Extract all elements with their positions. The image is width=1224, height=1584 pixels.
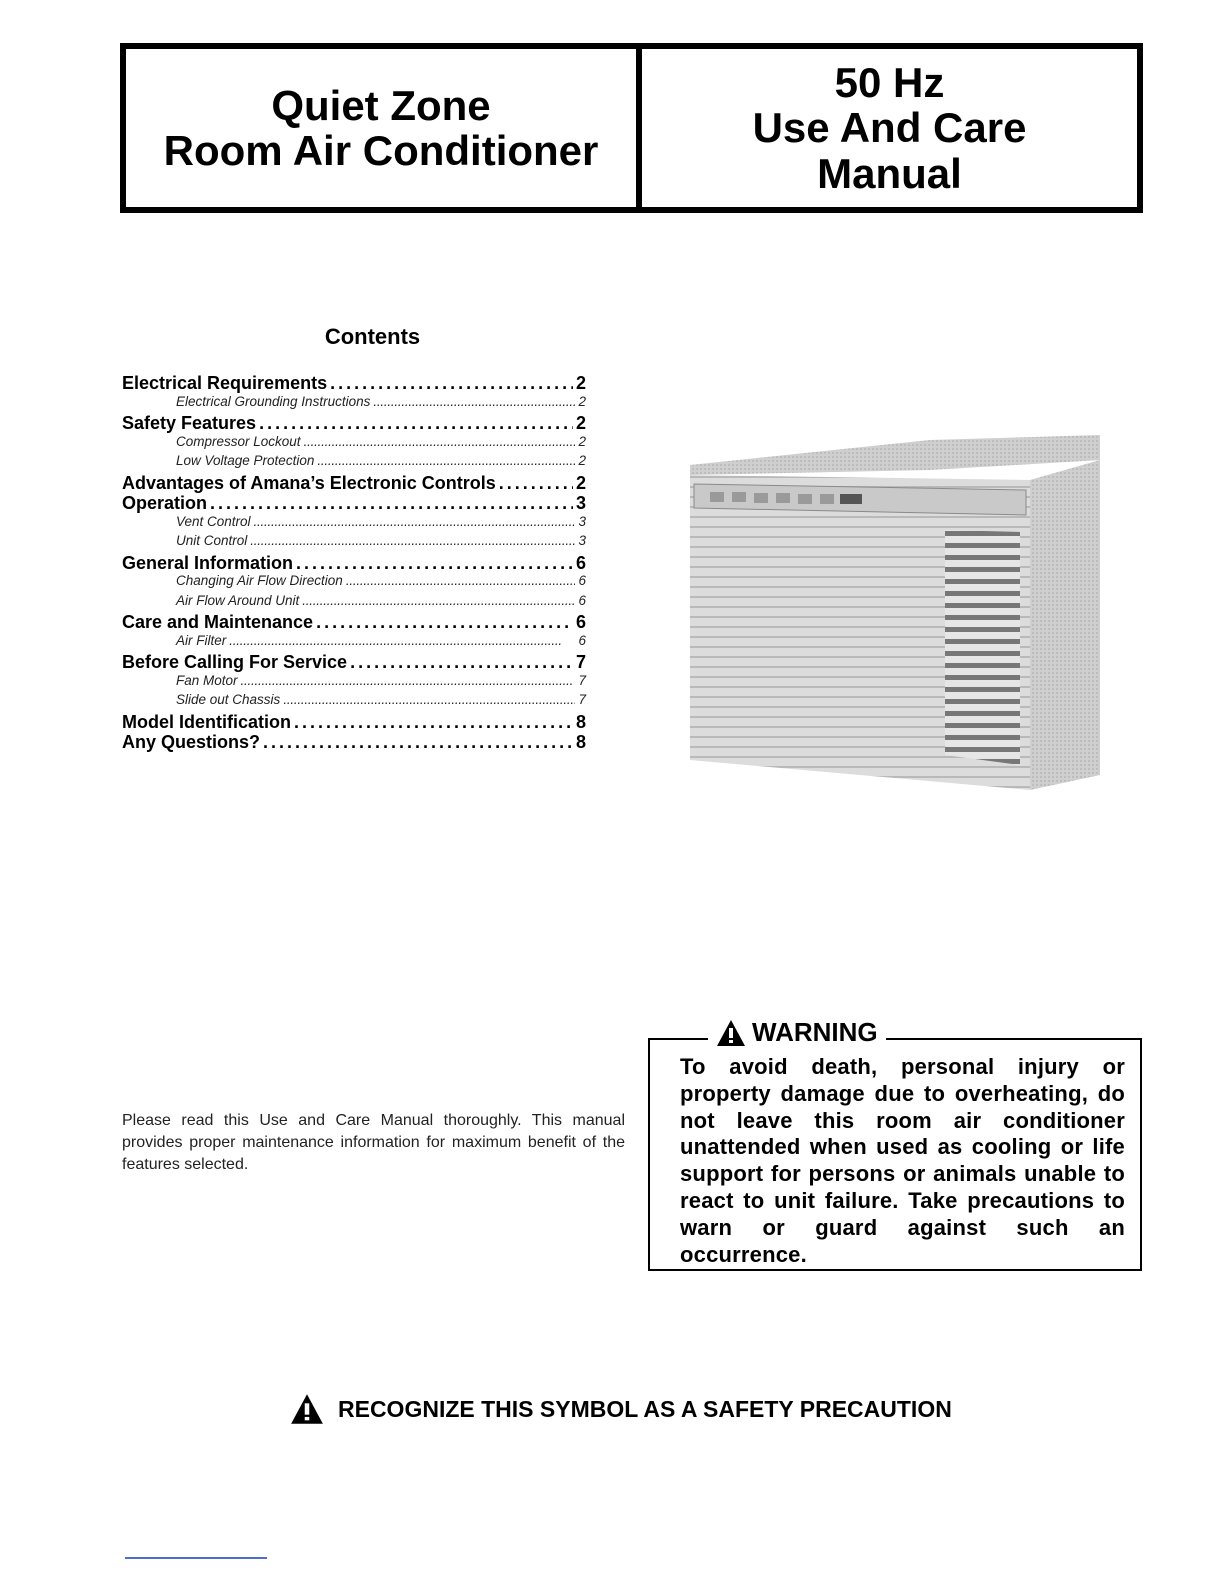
toc-label: Unit Control <box>176 533 248 548</box>
toc-entry <box>122 652 586 673</box>
table-of-contents <box>122 373 586 753</box>
toc-subentry <box>122 453 586 473</box>
toc-page-number: 6 <box>578 632 586 648</box>
toc-leader-dots <box>346 573 576 588</box>
toc-label: Air Flow Around Unit <box>176 592 300 608</box>
toc-page-number: 7 <box>578 672 586 688</box>
toc-entry <box>122 612 586 633</box>
toc-label: Low Voltage Protection <box>176 453 315 468</box>
intro-paragraph: Please read this Use and Care Manual thoroughly. This manual provides proper maintenance information for maximum benefit of the features selected. <box>122 1112 625 1173</box>
toc-label: Slide out Chassis <box>176 692 281 707</box>
toc-leader-dots <box>283 692 575 707</box>
toc-page-number: 7 <box>578 692 586 707</box>
manual-type-line2: Manual <box>817 149 962 197</box>
title-header <box>120 43 1143 213</box>
toc-leader-dots <box>259 413 573 434</box>
safety-symbol-text: RECOGNIZE THIS SYMBOL AS A SAFETY PRECAUTION <box>338 1395 952 1422</box>
toc-leader-dots <box>317 453 575 468</box>
toc-leader-dots <box>304 434 576 449</box>
toc-page-number: 3 <box>578 533 586 548</box>
toc-page-number: 2 <box>578 433 586 449</box>
toc-leader-dots <box>241 673 576 688</box>
warning-text: To avoid death, personal injury or property damage due to overheating, do not leave this room air conditioner unattended when used as cooling or life support for persons or animals unable to react to unit failure. Take precautions to warn or guard against such an occurrence. <box>680 1054 1125 1267</box>
toc-page-number: 2 <box>575 373 586 393</box>
toc-label: Before Calling For Service <box>122 652 348 672</box>
warning-heading <box>708 1017 886 1048</box>
toc-page-number: 8 <box>575 732 586 752</box>
toc-label: Fan Motor <box>176 672 238 688</box>
toc-entry <box>122 493 586 514</box>
toc-leader-dots <box>296 553 573 574</box>
toc-subentry <box>122 533 586 553</box>
product-type: Room Air Conditioner <box>163 127 599 174</box>
toc-label: Vent Control <box>176 513 251 529</box>
toc-leader-dots <box>330 373 573 394</box>
toc-label: Operation <box>122 493 208 513</box>
toc-label: Safety Features <box>122 413 257 433</box>
toc-page-number: 8 <box>575 711 586 732</box>
toc-label: General Information <box>122 552 294 573</box>
toc-label: Electrical Grounding Instructions <box>176 393 371 409</box>
footer-rule <box>125 1557 267 1559</box>
toc-label: Care and Maintenance <box>122 612 314 632</box>
toc-label: Advantages of Amana’s Electronic Controls <box>122 472 496 493</box>
safety-symbol-notice <box>290 1393 952 1425</box>
toc-entry <box>122 712 586 733</box>
toc-subentry <box>122 593 586 613</box>
toc-leader-dots <box>250 533 575 548</box>
manual-type-line1: Use And Care <box>752 104 1027 152</box>
toc-leader-dots <box>350 652 573 673</box>
toc-label: Electrical Requirements <box>122 373 328 393</box>
warning-triangle-icon <box>716 1019 746 1047</box>
product-name: Quiet Zone <box>271 81 491 129</box>
toc-entry <box>122 473 586 494</box>
toc-label: Model Identification <box>122 711 291 732</box>
toc-subentry <box>122 673 586 693</box>
toc-subentry <box>122 633 586 653</box>
manual-title <box>642 49 1137 207</box>
toc-subentry <box>122 692 586 712</box>
toc-page-number: 2 <box>575 472 586 493</box>
toc-leader-dots <box>229 633 575 648</box>
toc-page-number: 2 <box>578 393 586 409</box>
toc-page-number: 2 <box>575 413 586 433</box>
toc-subentry <box>122 573 586 593</box>
toc-label: Changing Air Flow Direction <box>176 573 343 588</box>
toc-entry <box>122 553 586 574</box>
toc-label: Compressor Lockout <box>176 433 301 449</box>
toc-leader-dots <box>210 493 573 514</box>
toc-page-number: 6 <box>575 552 586 573</box>
product-title <box>126 49 642 207</box>
toc-leader-dots <box>373 394 575 409</box>
air-conditioner-image <box>680 420 1100 800</box>
toc-leader-dots <box>302 593 575 608</box>
toc-leader-dots <box>499 473 573 494</box>
toc-leader-dots <box>254 514 576 529</box>
toc-label: Any Questions? <box>122 732 261 752</box>
toc-page-number: 3 <box>575 493 586 513</box>
warning-title: WARNING <box>752 1017 878 1047</box>
toc-leader-dots <box>316 612 573 633</box>
toc-subentry <box>122 434 586 454</box>
toc-page-number: 3 <box>578 513 586 529</box>
toc-page-number: 6 <box>578 592 586 608</box>
toc-page-number: 6 <box>575 612 586 632</box>
toc-leader-dots <box>294 712 573 733</box>
toc-entry <box>122 373 586 394</box>
toc-leader-dots <box>263 732 573 753</box>
toc-page-number: 2 <box>578 453 586 468</box>
contents-heading: Contents <box>324 324 421 349</box>
warning-triangle-icon <box>290 1393 324 1425</box>
toc-label: Air Filter <box>176 632 227 648</box>
frequency-label: 50 Hz <box>834 58 945 106</box>
toc-subentry <box>122 514 586 534</box>
toc-entry <box>122 413 586 434</box>
toc-subentry <box>122 394 586 414</box>
toc-page-number: 7 <box>575 652 586 672</box>
toc-page-number: 6 <box>578 573 586 588</box>
toc-entry <box>122 732 586 753</box>
